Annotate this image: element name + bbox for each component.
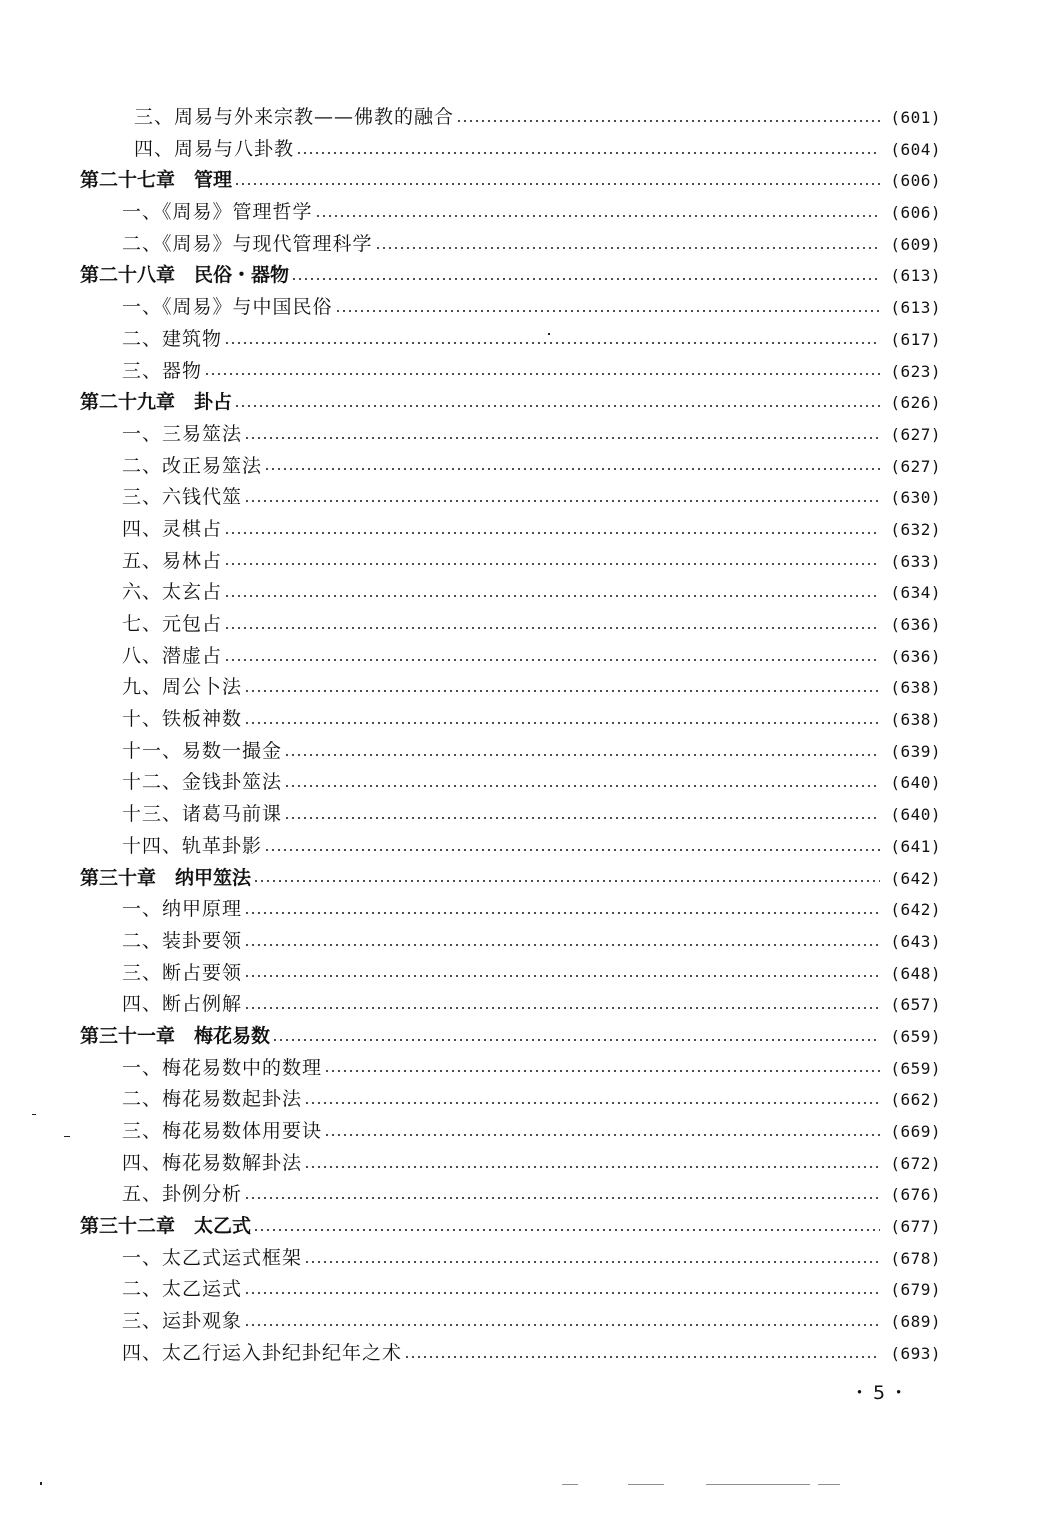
dot-leader xyxy=(244,1007,880,1009)
toc-section-row xyxy=(0,1053,1059,1085)
toc-chapter-row xyxy=(0,863,1059,895)
toc-entry-page: (679) xyxy=(890,1280,941,1300)
toc-section-row xyxy=(0,419,1059,451)
toc-section-row xyxy=(0,134,1059,166)
toc-entry-page: (609) xyxy=(890,234,941,254)
toc-section-row xyxy=(0,546,1059,578)
toc-entry-title: 四、断占例解 xyxy=(122,993,243,1016)
toc-entry-title: 二、梅花易数起卦法 xyxy=(122,1088,303,1111)
toc-entry-title: 一、《周易》与中国民俗 xyxy=(122,296,333,319)
dot-leader xyxy=(304,1102,880,1104)
toc-entry-page: (693) xyxy=(890,1343,941,1363)
toc-section-row xyxy=(0,356,1059,388)
toc-entry-title: 八、潜虚占 xyxy=(122,644,223,667)
toc-section-row xyxy=(0,736,1059,768)
toc-section-row xyxy=(0,1084,1059,1116)
toc-entry-title: 三、器物 xyxy=(122,359,203,382)
toc-entry-page: (636) xyxy=(890,646,941,666)
dot-leader xyxy=(244,690,880,692)
scan-speck xyxy=(706,1484,810,1485)
toc-entry-page: (678) xyxy=(890,1248,941,1268)
toc-entry-title: 第三十章 纳甲筮法 xyxy=(80,866,252,889)
toc-chapter-row xyxy=(0,1021,1059,1053)
table-of-contents xyxy=(0,102,1059,1370)
toc-entry-page: (617) xyxy=(890,329,941,349)
dot-leader xyxy=(264,468,880,470)
toc-entry-page: (642) xyxy=(890,900,941,920)
toc-entry-title: 第三十二章 太乙式 xyxy=(80,1215,252,1238)
dot-leader xyxy=(234,405,880,407)
toc-section-row xyxy=(0,672,1059,704)
toc-entry-title: 二、建筑物 xyxy=(122,327,223,350)
toc-entry-title: 十四、轨革卦影 xyxy=(122,834,263,857)
toc-section-row xyxy=(0,894,1059,926)
toc-entry-page: (633) xyxy=(890,551,941,571)
toc-section-row xyxy=(0,451,1059,483)
toc-section-row xyxy=(0,324,1059,356)
toc-section-row xyxy=(0,831,1059,863)
toc-entry-page: (659) xyxy=(890,1058,941,1078)
toc-entry-title: 一、三易筮法 xyxy=(122,422,243,445)
toc-entry-title: 四、周易与八卦教 xyxy=(134,137,295,160)
dot-leader xyxy=(304,1261,880,1263)
toc-entry-page: (689) xyxy=(890,1312,941,1332)
dot-leader xyxy=(224,659,880,661)
toc-entry-title: 三、运卦观象 xyxy=(122,1310,243,1333)
toc-entry-page: (638) xyxy=(890,710,941,730)
dot-leader xyxy=(224,342,880,344)
dot-leader xyxy=(244,500,880,502)
toc-section-row xyxy=(0,577,1059,609)
dot-leader xyxy=(244,1197,880,1199)
toc-entry-title: 二、装卦要领 xyxy=(122,929,243,952)
dot-leader xyxy=(244,944,880,946)
toc-section-row xyxy=(0,958,1059,990)
toc-entry-title: 十一、易数一撮金 xyxy=(122,739,283,762)
toc-entry-page: (606) xyxy=(890,171,941,191)
toc-section-row xyxy=(0,767,1059,799)
toc-section-row xyxy=(0,799,1059,831)
dot-leader xyxy=(224,595,880,597)
toc-section-row xyxy=(0,1274,1059,1306)
dot-leader xyxy=(315,215,881,217)
toc-entry-title: 三、断占要领 xyxy=(122,961,243,984)
toc-entry-page: (676) xyxy=(890,1185,941,1205)
toc-entry-page: (634) xyxy=(890,583,941,603)
toc-chapter-row xyxy=(0,387,1059,419)
dot-leader xyxy=(253,1229,880,1231)
toc-chapter-row xyxy=(0,260,1059,292)
toc-entry-title: 三、六钱代筮 xyxy=(122,486,243,509)
toc-entry-title: 四、太乙行运入卦纪卦纪年之术 xyxy=(122,1341,403,1364)
toc-section-row xyxy=(0,292,1059,324)
dot-leader xyxy=(244,912,880,914)
toc-entry-title: 二、《周易》与现代管理科学 xyxy=(122,232,373,255)
dot-leader xyxy=(244,437,880,439)
toc-entry-title: 一、太乙式运式框架 xyxy=(122,1246,303,1269)
toc-chapter-row xyxy=(0,1211,1059,1243)
toc-entry-title: 五、易林占 xyxy=(122,549,223,572)
toc-entry-title: 九、周公卜法 xyxy=(122,676,243,699)
toc-entry-title: 三、梅花易数体用要诀 xyxy=(122,1120,323,1142)
toc-entry-page: (606) xyxy=(890,203,941,223)
toc-chapter-row xyxy=(0,165,1059,197)
scan-speck xyxy=(40,1482,42,1485)
scan-speck xyxy=(628,1484,664,1485)
page-number: ・5・ xyxy=(850,1382,913,1404)
toc-entry-page: (638) xyxy=(890,678,941,698)
toc-entry-title: 十三、诸葛马前课 xyxy=(122,803,283,826)
toc-entry-page: (630) xyxy=(890,488,941,508)
toc-section-row xyxy=(0,1148,1059,1180)
toc-entry-page: (659) xyxy=(890,1026,941,1046)
toc-entry-title: 五、卦例分析 xyxy=(122,1183,243,1206)
toc-entry-page: (627) xyxy=(890,424,941,444)
dot-leader xyxy=(324,1070,880,1072)
toc-section-row xyxy=(0,229,1059,261)
toc-section-row xyxy=(0,102,1059,134)
toc-entry-page: (613) xyxy=(890,298,941,318)
dot-leader xyxy=(244,1292,880,1294)
toc-section-row xyxy=(0,989,1059,1021)
toc-entry-title: 十二、金钱卦筮法 xyxy=(122,771,283,794)
toc-section-row xyxy=(0,926,1059,958)
toc-section-row xyxy=(0,1306,1059,1338)
toc-entry-title: 第二十九章 卦占 xyxy=(80,391,233,414)
toc-section-row xyxy=(0,482,1059,514)
dot-leader xyxy=(291,278,880,280)
dot-leader xyxy=(224,563,880,565)
toc-entry-title: 第二十八章 民俗・器物 xyxy=(80,264,290,287)
dot-leader xyxy=(272,1039,880,1041)
toc-entry-title: 六、太玄占 xyxy=(122,581,223,604)
dot-leader xyxy=(253,880,880,882)
toc-entry-page: (648) xyxy=(890,963,941,983)
dot-leader xyxy=(296,152,880,154)
dot-leader xyxy=(456,120,880,122)
toc-entry-page: (604) xyxy=(890,139,941,159)
toc-entry-title: 七、元包占 xyxy=(122,613,223,635)
toc-entry-page: (677) xyxy=(890,1217,941,1237)
toc-entry-page: (613) xyxy=(890,266,941,286)
toc-entry-page: (662) xyxy=(890,1090,941,1110)
toc-entry-title: 二、改正易筮法 xyxy=(122,454,263,477)
toc-entry-title: 十、铁板神数 xyxy=(122,708,243,731)
toc-section-row xyxy=(0,1116,1059,1148)
toc-entry-title: 三、周易与外来宗教——佛教的融合 xyxy=(134,106,455,128)
dot-leader xyxy=(375,247,881,249)
dot-leader xyxy=(304,1166,880,1168)
toc-entry-page: (642) xyxy=(890,868,941,888)
toc-entry-title: 二、太乙运式 xyxy=(122,1278,243,1301)
dot-leader xyxy=(284,817,880,819)
toc-entry-page: (632) xyxy=(890,519,941,539)
toc-entry-page: (636) xyxy=(890,615,941,634)
dot-leader xyxy=(284,785,880,787)
toc-section-row xyxy=(0,1338,1059,1370)
dot-leader xyxy=(224,532,880,534)
toc-entry-page: (623) xyxy=(890,361,941,381)
toc-entry-page: (627) xyxy=(890,456,941,476)
dot-leader xyxy=(324,1134,880,1136)
toc-entry-page: (640) xyxy=(890,773,941,793)
toc-section-row xyxy=(0,514,1059,546)
dot-leader xyxy=(244,722,880,724)
toc-entry-page: (640) xyxy=(890,805,941,825)
scan-speck xyxy=(32,1114,36,1115)
dot-leader xyxy=(335,310,881,312)
toc-entry-title: 第二十七章 管理 xyxy=(80,169,233,192)
toc-entry-title: 一、纳甲原理 xyxy=(122,898,243,921)
dot-leader xyxy=(224,627,880,629)
toc-entry-page: (639) xyxy=(890,741,941,761)
toc-entry-page: (657) xyxy=(890,995,941,1015)
toc-section-row xyxy=(0,197,1059,229)
dot-leader xyxy=(244,975,880,977)
dot-leader xyxy=(204,373,880,375)
toc-section-row xyxy=(0,704,1059,736)
toc-section-row xyxy=(0,609,1059,641)
scan-speck xyxy=(818,1484,840,1485)
dot-leader xyxy=(284,754,880,756)
toc-entry-page: (669) xyxy=(890,1122,941,1141)
toc-entry-title: 一、梅花易数中的数理 xyxy=(122,1056,323,1079)
scan-speck xyxy=(562,1484,578,1485)
toc-entry-page: (601) xyxy=(890,108,941,127)
toc-entry-page: (641) xyxy=(890,836,941,856)
dot-leader xyxy=(264,849,880,851)
toc-entry-title: 四、灵棋占 xyxy=(122,517,223,540)
toc-section-row xyxy=(0,641,1059,673)
scan-speck xyxy=(548,333,550,335)
toc-entry-page: (643) xyxy=(890,931,941,951)
toc-entry-page: (626) xyxy=(890,393,941,413)
dot-leader xyxy=(404,1356,880,1358)
dot-leader xyxy=(244,1324,880,1326)
toc-entry-title: 第三十一章 梅花易数 xyxy=(80,1024,271,1047)
dot-leader xyxy=(234,183,880,185)
toc-section-row xyxy=(0,1179,1059,1211)
toc-entry-title: 一、《周易》管理哲学 xyxy=(122,201,313,224)
scan-speck xyxy=(64,1136,70,1137)
toc-entry-title: 四、梅花易数解卦法 xyxy=(122,1151,303,1174)
toc-entry-page: (672) xyxy=(890,1153,941,1173)
toc-section-row xyxy=(0,1243,1059,1275)
